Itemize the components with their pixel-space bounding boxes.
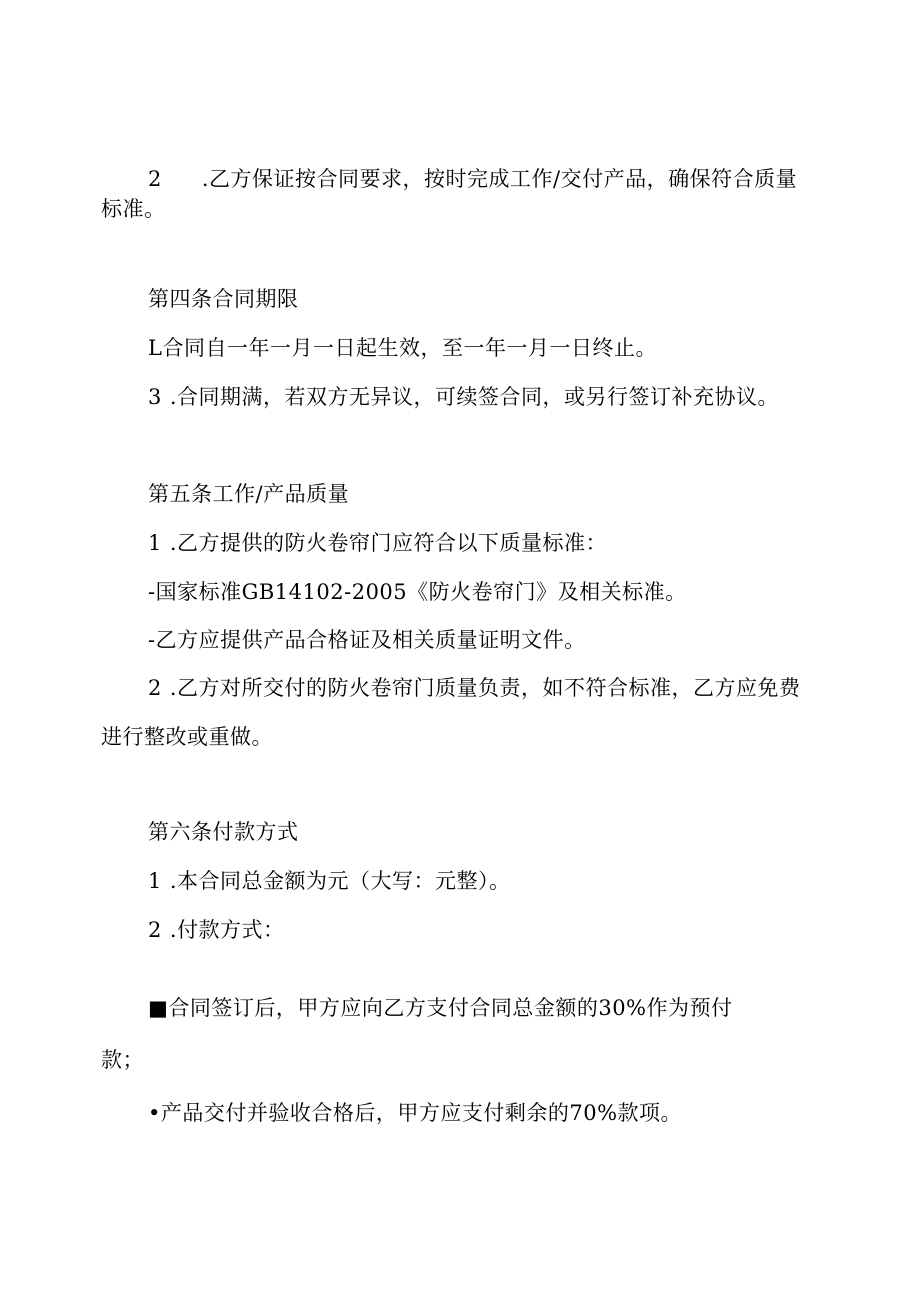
item-number: 1	[148, 869, 162, 893]
item-text: .乙方保证按合同要求，按时完成工作/交付产品，确保符合质量	[201, 167, 798, 191]
article-6-payment-1-line-2: 款；	[101, 1048, 144, 1072]
article-5-item-1	[148, 528, 607, 558]
article-4-heading: 第四条合同期限	[148, 287, 299, 311]
item-number: 2	[148, 167, 162, 191]
article-5-bullet-2: -乙方应提供产品合格证及相关质量证明文件。	[148, 628, 586, 652]
item-text: .合同期满，若双方无异议，可续签合同，或另行签订补充协议。	[169, 385, 780, 409]
clause-3-item-2-line-1	[148, 164, 797, 194]
article-6-heading: 第六条付款方式	[148, 820, 299, 844]
article-6-item-2	[148, 915, 285, 945]
article-5-item-2-line-2: 进行整改或重做。	[101, 725, 273, 749]
item-text: .乙方对所交付的防火卷帘门质量负责，如不符合标准，乙方应免费	[169, 676, 801, 700]
clause-3-item-2-line-2: 标准。	[101, 197, 166, 221]
article-5-item-2-line-1	[148, 673, 801, 703]
article-6-payment-2: •产品交付并验收合格后，甲方应支付剩余的70%款项。	[148, 1101, 683, 1125]
item-number: 3	[148, 385, 162, 409]
article-6-payment-1-line-1: ■合同签订后，甲方应向乙方支付合同总金额的30%作为预付	[148, 996, 733, 1020]
article-6-item-1	[148, 866, 511, 896]
item-number: 1	[148, 531, 162, 555]
item-text: .本合同总金额为元（大写：元整）。	[169, 869, 511, 893]
item-number: 2	[148, 918, 162, 942]
article-5-heading: 第五条工作/产品质量	[148, 482, 350, 506]
item-text: .乙方提供的防火卷帘门应符合以下质量标准：	[169, 531, 608, 555]
item-number: 2	[148, 676, 162, 700]
article-4-item-3	[148, 382, 779, 412]
article-4-item-1: L合同自一年一月一日起生效，至一年一月一日终止。	[148, 336, 657, 360]
item-text: .付款方式：	[169, 918, 285, 942]
article-5-bullet-1: -国家标准GB14102-2005《防火卷帘门》及相关标准。	[148, 580, 687, 604]
